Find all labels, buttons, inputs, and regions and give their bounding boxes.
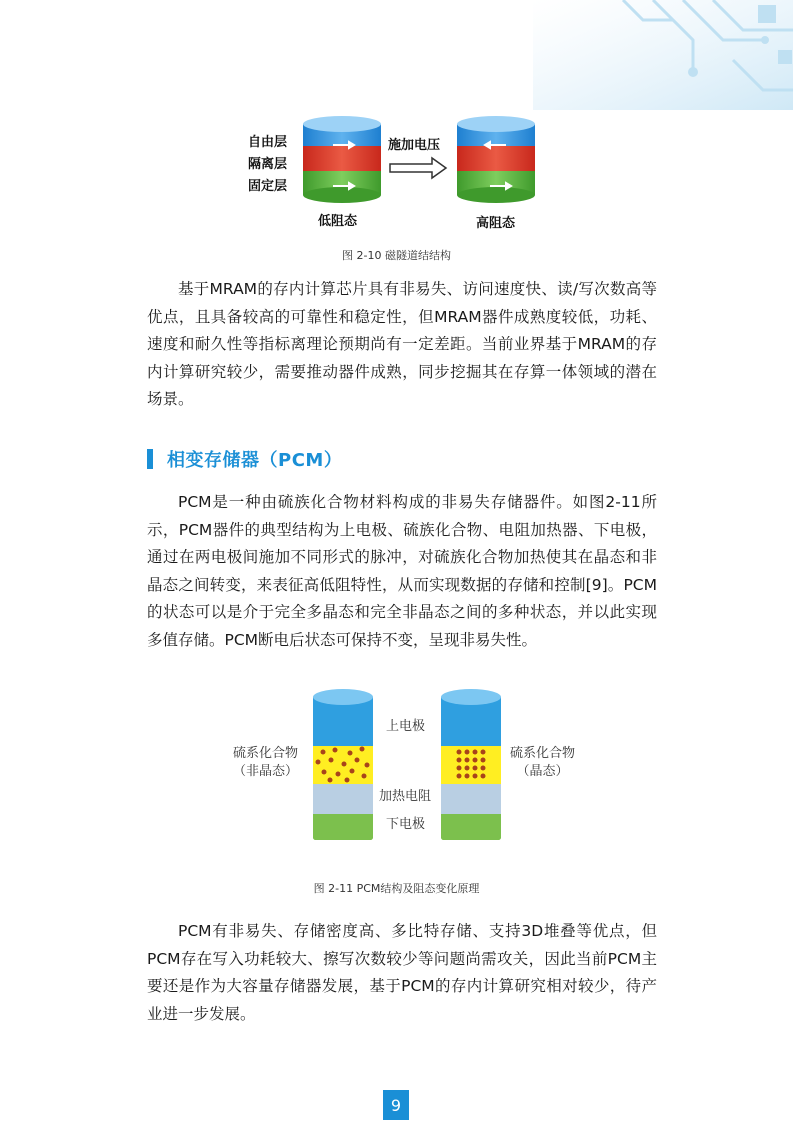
figure-2-10-caption: 图 2-10 磁隧道结结构 (342, 249, 451, 262)
figure-2-11 (0, 680, 793, 895)
paragraph-mram: 基于MRAM的存内计算芯片具有非易失、访问速度快、读/写次数高等优点，且具备较高的可靠性和稳定性，但MRAM器件成熟度较低，功耗、速度和耐久性等指标离理论预期尚有一定差距。当前业界基于MRAM的存内计算研究较少，需要推动器件成熟，同步挖掘其在存算一体领域的潜在场景。 (147, 280, 657, 408)
right-material-label (510, 745, 575, 781)
section-heading-pcm (147, 447, 342, 471)
low-resistance-label: 低阻态 (318, 214, 358, 229)
right-arrow-icon (390, 158, 446, 178)
mtj-diagram (0, 0, 793, 240)
barrier-layer-label: 隔离层 (248, 157, 288, 172)
page-number: 9 (383, 1090, 409, 1120)
figure-2-10 (0, 0, 793, 270)
paragraph-pcm-intro: PCM是一种由硫族化合物材料构成的非易失存储器件。如图2-11所示，PCM器件的典型结构为上电极、硫族化合物、电阻加热器、下电极，通过在两电极间施加不同形式的脉冲，对硫族化合物加热使其在晶态和非晶态之间转变，来表征高低阻特性，从而实现数据的存储和控制[9]。PCM的状态可以是介于完全多晶态和完全非晶态之间的多种状态，并以此实现多值存储。PCM断电后状态可保持不变，呈现非易失性。 (147, 493, 657, 649)
section-bar (147, 449, 153, 469)
figure-2-11-caption: 图 2-11 PCM结构及阻态变化原理 (313, 882, 480, 895)
top-electrode-label: 上电极 (386, 719, 426, 734)
right-material-name: 硫系化合物 (510, 746, 576, 761)
mtj-cylinder-right (457, 116, 535, 203)
pcm-cell-amorphous (313, 689, 373, 840)
apply-voltage-label: 施加电压 (388, 138, 441, 153)
fixed-layer-label: 固定层 (248, 179, 288, 194)
left-material-state: （非晶态） (233, 764, 299, 779)
left-material-name: 硫系化合物 (233, 746, 299, 761)
pcm-cell-crystalline (441, 689, 501, 840)
left-material-label (233, 745, 298, 781)
free-layer-label: 自由层 (248, 135, 288, 150)
mtj-cylinder-left (303, 116, 381, 203)
right-material-state: （晶态） (516, 764, 569, 779)
heater-label: 加热电阻 (379, 789, 432, 804)
high-resistance-label: 高阻态 (476, 216, 516, 231)
section-title: 相变存储器（PCM） (167, 450, 343, 471)
paragraph-pcm-summary: PCM有非易失、存储密度高、多比特存储、支持3D堆叠等优点，但PCM存在写入功耗较大、擦写次数较少等问题尚需攻关，因此当前PCM主要还是作为大容量存储器发展，基于PCM的存内计算研究相对较少，待产业进一步发展。 (147, 922, 657, 1023)
bottom-electrode-label: 下电极 (386, 817, 426, 832)
layer-labels (248, 132, 287, 198)
